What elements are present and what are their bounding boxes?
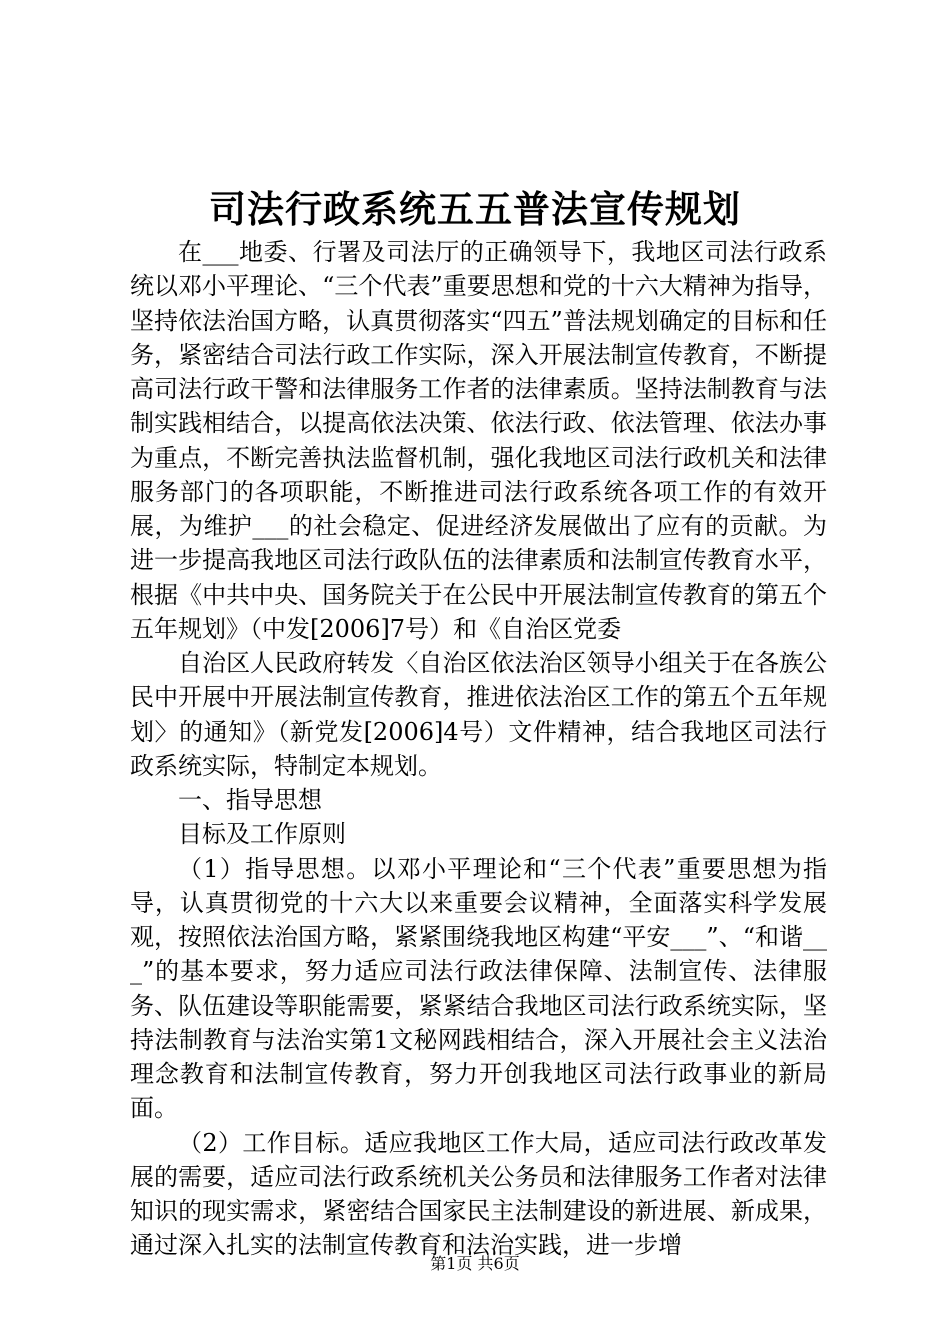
section-heading-goals-principles: 目标及工作原则 <box>178 820 346 849</box>
paragraph-intro: 在___地委、行署及司法厅的正确领导下，我地区司法行政系统以邓小平理论、“三个代表”重要思想和党的十六大精神为指导，坚持依法治国方略，认真贯彻落实“四五”普法规划确定的目标和任务，紧密结合司法行政工作实际，深入开展法制宣传教育，不断提高司法行政干警和法律服务工作者的法律素质。坚持法制教育与法制实践相结合，以提高依法决策、依法行政、依法管理、依法办事为重点，不断完善执法监督机制，强化我地区司法行政机关和法律服务部门的各项职能，不断推进司法行政系统各项工作的有效开展，为维护___的社会稳定、促进经济发展做出了应有的贡献。为进一步提高我地区司法行政队伍的法律素质和法制宣传教育水平，根据《中共中央、国务院关于在公民中开展法制宣传教育的第五个五年规划》（中发[2006]7号）和《自治区党委 <box>130 238 827 643</box>
paragraph-basis: 自治区人民政府转发〈自治区依法治区领导小组关于在各族公民中开展中开展法制宣传教育，推进依法治区工作的第五个五年规划〉的通知》（新党发[2006]4号）文件精神，结合我地区司法行政系统实际，特制定本规划。 <box>130 649 827 780</box>
paragraph-guiding-thought: （1）指导思想。以邓小平理论和“三个代表”重要思想为指导，认真贯彻党的十六大以来重要会议精神，全面落实科学发展观，按照依法治国方略，紧紧围绕我地区构建“平安___”、“和谐___”的基本要求，努力适应司法行政法律保障、法制宣传、法律服务、队伍建设等职能需要，紧紧结合我地区司法行政系统实际，坚持法制教育与法治实第1文秘网践相结合，深入开展社会主义法治理念教育和法制宣传教育，努力开创我地区司法行政事业的新局面。 <box>130 854 827 1123</box>
section-heading-guiding-thought: 一、指导思想 <box>178 786 322 814</box>
page-number: 第1页 共6页 <box>430 1254 520 1273</box>
paragraph-work-goals: （2）工作目标。适应我地区工作大局，适应司法行政改革发展的需要，适应司法行政系统机关公务员和法律服务工作者对法律知识的现实需求，紧密结合国家民主法制建设的新进展、新成果，通过深入扎实的法制宣传教育和法治实践，进一步增 <box>130 1128 827 1260</box>
document-body <box>130 235 827 1263</box>
document-title: 司法行政系统五五普法宣传规划 <box>209 187 741 231</box>
